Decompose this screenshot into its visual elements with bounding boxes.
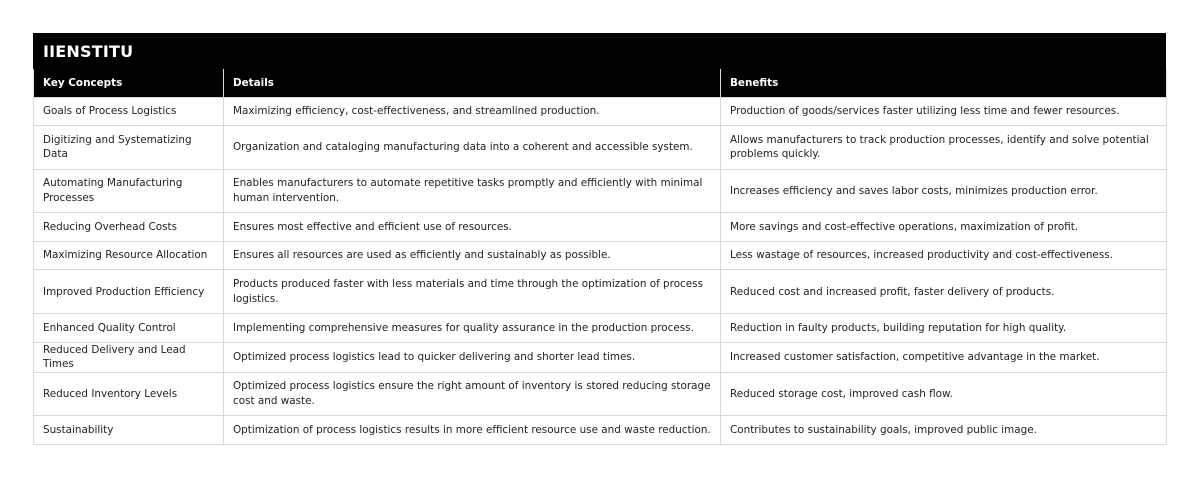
table-row [34,270,1167,314]
key-concept-cell: Maximizing Resource Allocation [34,241,224,270]
details-cell: Enables manufacturers to automate repetitive tasks promptly and efficiently with minimal human intervention. [224,169,721,213]
benefits-cell: Reduction in faulty products, building reputation for high quality. [721,314,1167,343]
details-cell: Maximizing efficiency, cost-effectiveness, and streamlined production. [224,97,721,126]
key-concept-cell: Sustainability [34,416,224,445]
table-row [34,169,1167,213]
table-row [34,126,1167,170]
column-header-key-concepts: Key Concepts [34,69,224,97]
key-concept-cell: Goals of Process Logistics [34,97,224,126]
benefits-cell: Increased customer satisfaction, competitive advantage in the market. [721,342,1167,372]
column-header-details: Details [224,69,721,97]
table-header-row [34,69,1167,97]
details-cell: Optimized process logistics ensure the right amount of inventory is stored reducing storage cost and waste. [224,372,721,416]
benefits-cell: Reduced storage cost, improved cash flow. [721,372,1167,416]
details-cell: Ensures all resources are used as efficiently and sustainably as possible. [224,241,721,270]
concepts-table-container [33,33,1166,445]
key-concept-cell: Digitizing and Systematizing Data [34,126,224,170]
table-row [34,97,1167,126]
table-row [34,416,1167,445]
benefits-cell: Allows manufacturers to track production processes, identify and solve potential problems quickly. [721,126,1167,170]
details-cell: Ensures most effective and efficient use of resources. [224,213,721,242]
key-concept-cell: Reduced Delivery and Lead Times [34,342,224,372]
key-concept-cell: Enhanced Quality Control [34,314,224,343]
key-concept-cell: Improved Production Efficiency [34,270,224,314]
key-concept-cell: Reducing Overhead Costs [34,213,224,242]
benefits-cell: Increases efficiency and saves labor costs, minimizes production error. [721,169,1167,213]
details-cell: Implementing comprehensive measures for quality assurance in the production process. [224,314,721,343]
details-cell: Organization and cataloging manufacturing data into a coherent and accessible system. [224,126,721,170]
brand-title: IIENSTITU [43,41,134,61]
benefits-cell: More savings and cost-effective operations, maximization of profit. [721,213,1167,242]
brand-header-bar [33,33,1166,69]
details-cell: Optimization of process logistics results in more efficient resource use and waste reduction. [224,416,721,445]
concepts-table [33,69,1167,445]
benefits-cell: Contributes to sustainability goals, improved public image. [721,416,1167,445]
key-concept-cell: Reduced Inventory Levels [34,372,224,416]
table-row [34,372,1167,416]
benefits-cell: Less wastage of resources, increased productivity and cost-effectiveness. [721,241,1167,270]
table-row [34,314,1167,343]
benefits-cell: Reduced cost and increased profit, faster delivery of products. [721,270,1167,314]
table-row [34,342,1167,372]
table-row [34,241,1167,270]
details-cell: Products produced faster with less materials and time through the optimization of process logistics. [224,270,721,314]
table-row [34,213,1167,242]
details-cell: Optimized process logistics lead to quicker delivering and shorter lead times. [224,342,721,372]
benefits-cell: Production of goods/services faster utilizing less time and fewer resources. [721,97,1167,126]
key-concept-cell: Automating Manufacturing Processes [34,169,224,213]
column-header-benefits: Benefits [721,69,1167,97]
